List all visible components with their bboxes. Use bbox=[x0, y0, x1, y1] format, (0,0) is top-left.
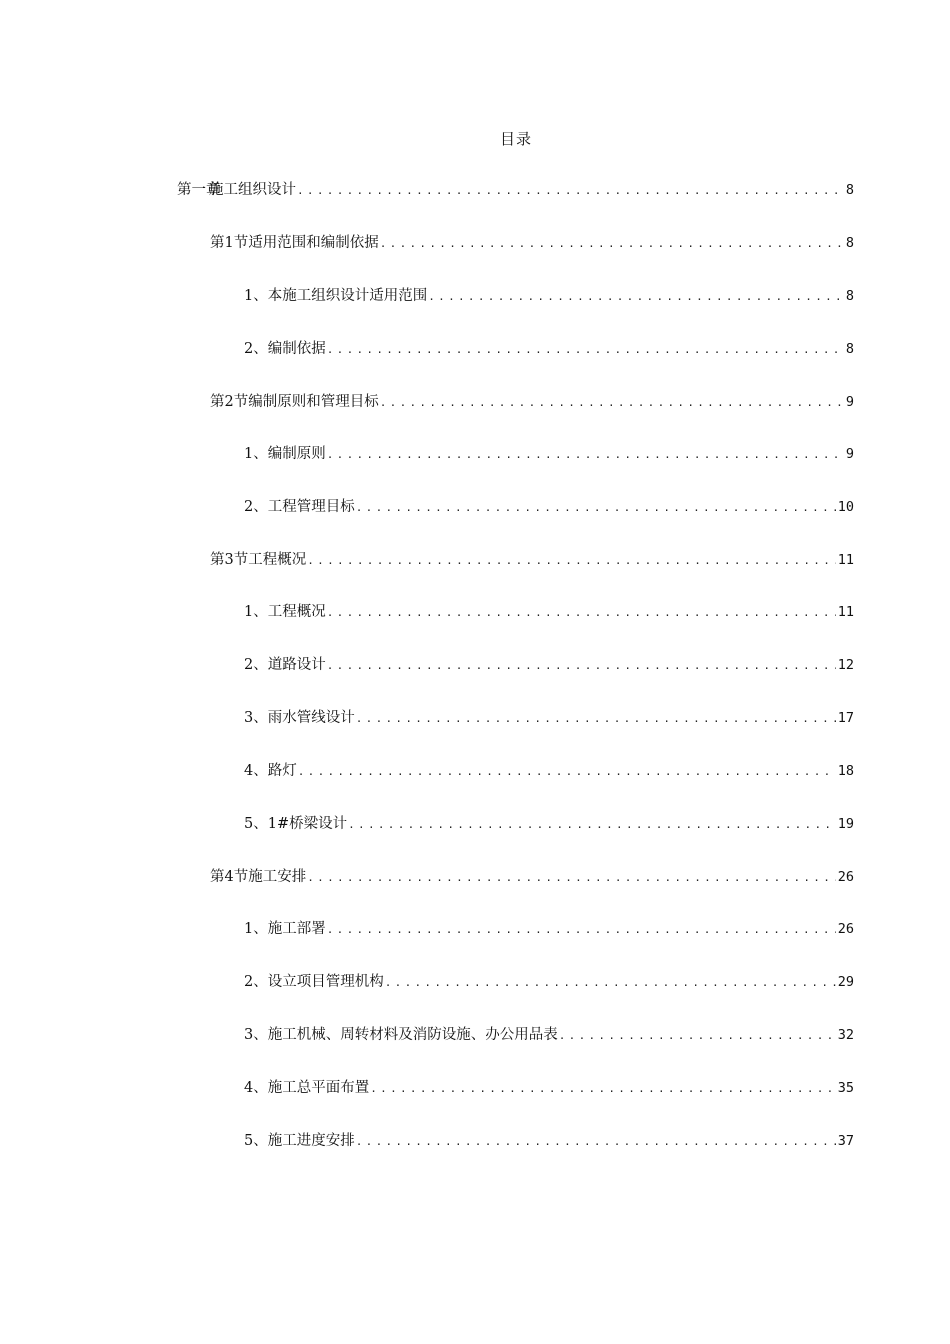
toc-dot-leader bbox=[355, 498, 836, 518]
toc-entry[interactable] bbox=[244, 919, 854, 939]
toc-entry[interactable] bbox=[244, 761, 854, 781]
toc-entry[interactable] bbox=[177, 180, 854, 200]
toc-entry-number: 第3节 bbox=[210, 552, 249, 568]
toc-entry-page: 29 bbox=[837, 974, 854, 990]
toc-entry-label: 道路设计 bbox=[267, 657, 326, 673]
toc-entry-number: 第2节 bbox=[210, 394, 249, 410]
toc-entry-label: 施工进度安排 bbox=[267, 1133, 355, 1149]
toc-entry-label: 路灯 bbox=[267, 763, 297, 779]
toc-entry-page: 9 bbox=[845, 394, 854, 410]
toc-entry-page: 8 bbox=[845, 182, 854, 198]
toc-entry-label: 适用范围和编制依据 bbox=[248, 235, 379, 251]
toc-entry-label: 工程概况 bbox=[248, 552, 307, 568]
toc-dot-leader bbox=[306, 868, 836, 888]
toc-dot-leader bbox=[297, 762, 836, 782]
toc-entry[interactable] bbox=[210, 550, 854, 570]
toc-entry-label: 施工部署 bbox=[267, 921, 326, 937]
toc-entry-page: 11 bbox=[837, 552, 854, 568]
toc-entry-label: 设立项目管理机构 bbox=[267, 974, 384, 990]
toc-dot-leader bbox=[326, 920, 836, 940]
toc-entry-number: 2、 bbox=[244, 341, 268, 357]
toc-entry-page: 9 bbox=[845, 446, 854, 462]
toc-entry-label: 施工机械、周转材料及消防设施、办公用品表 bbox=[267, 1027, 558, 1043]
toc-dot-leader bbox=[427, 287, 844, 307]
toc-dot-leader bbox=[369, 1079, 836, 1099]
toc-entry[interactable] bbox=[244, 655, 854, 675]
toc-entry[interactable] bbox=[210, 392, 854, 412]
toc-entry[interactable] bbox=[244, 339, 854, 359]
toc-entry-label: 编制原则和管理目标 bbox=[248, 394, 379, 410]
toc-entry[interactable] bbox=[210, 233, 854, 253]
toc-entry[interactable] bbox=[244, 1078, 854, 1098]
toc-entry-page: 17 bbox=[837, 710, 854, 726]
toc-entry-number: 4、 bbox=[244, 763, 268, 779]
toc-entry[interactable] bbox=[244, 1131, 854, 1151]
toc-entry-page: 18 bbox=[837, 763, 854, 779]
toc-entry-number: 2、 bbox=[244, 499, 268, 515]
toc-title: 目录 bbox=[499, 130, 532, 148]
toc-entry-number: 第一章 bbox=[177, 182, 221, 198]
toc-entry[interactable] bbox=[244, 444, 854, 464]
toc-dot-leader bbox=[326, 340, 844, 360]
toc-entry-number: 2、 bbox=[244, 974, 268, 990]
toc-entry-page: 26 bbox=[837, 869, 854, 885]
toc-entry-page: 26 bbox=[837, 921, 854, 937]
toc-entry-label: 工程管理目标 bbox=[267, 499, 355, 515]
toc-entry-page: 10 bbox=[837, 499, 854, 515]
toc-dot-leader bbox=[558, 1026, 836, 1046]
toc-entry-page: 32 bbox=[837, 1027, 854, 1043]
toc-dot-leader bbox=[379, 393, 844, 413]
toc-entry-number: 1、 bbox=[244, 288, 268, 304]
toc-entry-label: 1#桥梁设计 bbox=[267, 816, 348, 832]
toc-dot-leader bbox=[326, 656, 836, 676]
toc-entry[interactable] bbox=[244, 1025, 854, 1045]
toc-entry-number: 2、 bbox=[244, 657, 268, 673]
toc-entry-page: 11 bbox=[837, 604, 854, 620]
toc-dot-leader bbox=[355, 1132, 836, 1152]
toc-entry-page: 8 bbox=[845, 288, 854, 304]
toc-entry-number: 1、 bbox=[244, 446, 268, 462]
toc-entry-number: 3、 bbox=[244, 710, 268, 726]
toc-dot-leader bbox=[347, 815, 836, 835]
toc-entry-number: 5、 bbox=[244, 1133, 268, 1149]
toc-entry-label: 编制原则 bbox=[267, 446, 326, 462]
toc-entry-number: 第1节 bbox=[210, 235, 249, 251]
toc-entry-label: 编制依据 bbox=[267, 341, 326, 357]
toc-entry-page: 19 bbox=[837, 816, 854, 832]
toc-entry[interactable] bbox=[244, 286, 854, 306]
toc-dot-leader bbox=[326, 445, 844, 465]
toc-entry-page: 8 bbox=[845, 235, 854, 251]
toc-dot-leader bbox=[355, 709, 836, 729]
toc-entry-page: 37 bbox=[837, 1133, 854, 1149]
toc-dot-leader bbox=[296, 181, 844, 201]
toc-entry-number: 1、 bbox=[244, 921, 268, 937]
toc-entry-label: 工程概况 bbox=[267, 604, 326, 620]
toc-entry[interactable] bbox=[244, 708, 854, 728]
toc-entry-page: 35 bbox=[837, 1080, 854, 1096]
toc-dot-leader bbox=[379, 234, 844, 254]
toc-entry-label: 本施工组织设计适用范围 bbox=[267, 288, 428, 304]
toc-dot-leader bbox=[326, 603, 836, 623]
toc-entry-page: 12 bbox=[837, 657, 854, 673]
toc-entry-number: 1、 bbox=[244, 604, 268, 620]
toc-entry[interactable] bbox=[210, 867, 854, 887]
toc-entry-label: 雨水管线设计 bbox=[267, 710, 355, 726]
toc-entry[interactable] bbox=[244, 497, 854, 517]
toc-entry-label: 施工组织设计 bbox=[209, 182, 296, 198]
toc-dot-leader bbox=[384, 973, 836, 993]
toc-entry-number: 第4节 bbox=[210, 869, 249, 885]
toc-entry-number: 4、 bbox=[244, 1080, 268, 1096]
toc-entry[interactable] bbox=[244, 602, 854, 622]
toc-entry-label: 施工安排 bbox=[248, 869, 307, 885]
toc-entry-number: 3、 bbox=[244, 1027, 268, 1043]
toc-entry[interactable] bbox=[244, 972, 854, 992]
toc-entry-label: 施工总平面布置 bbox=[267, 1080, 370, 1096]
toc-dot-leader bbox=[306, 551, 836, 571]
toc-entry-page: 8 bbox=[845, 341, 854, 357]
toc-entry[interactable] bbox=[244, 814, 854, 834]
toc-entry-number: 5、 bbox=[244, 816, 268, 832]
